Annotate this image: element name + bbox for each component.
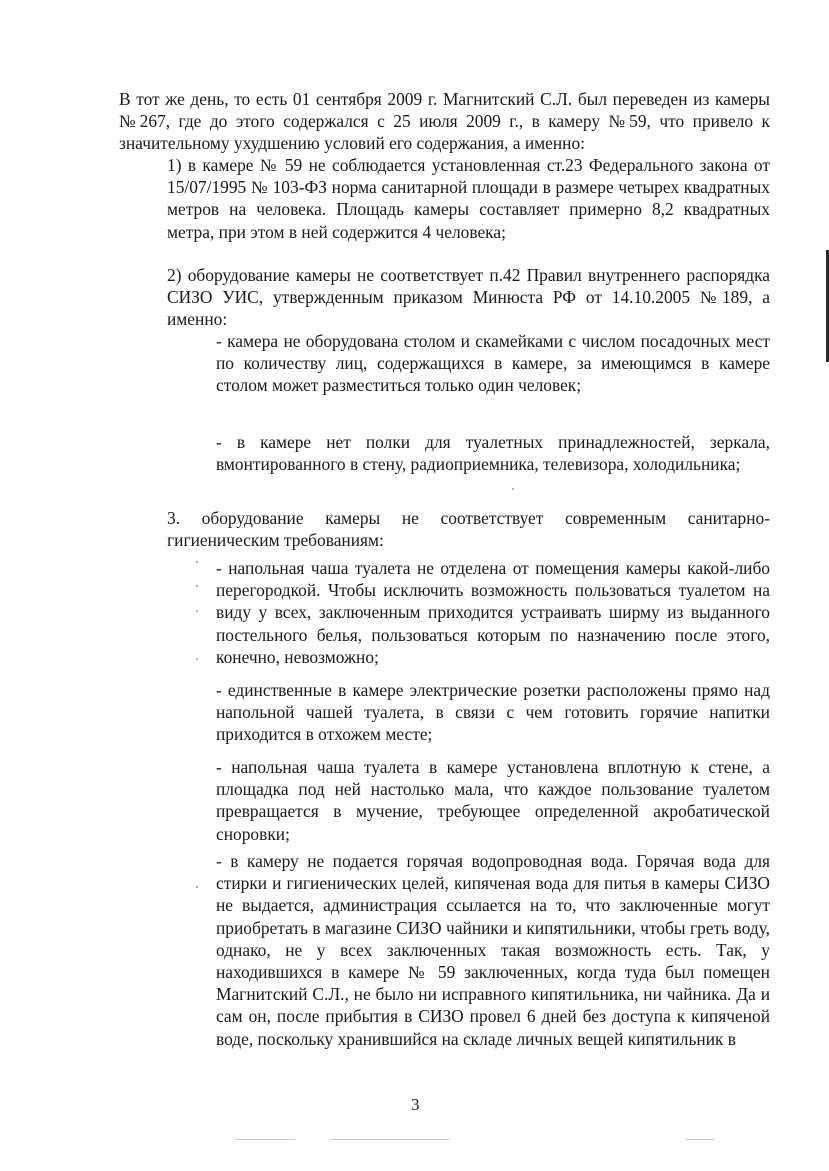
item-2-bullet-2: - в камере нет полки для туалетных принадлежностей, зеркала, вмонтированного в стену, радиоприемника, телевизора, холодильника;	[216, 432, 770, 475]
item-3-bullet-3: - напольная чаша туалета в камере установлена вплотную к стене, а площадка под ней настолько мала, что каждое пользование туалетом превращается в мучение, требующее определенной акробатической сноровки;	[216, 757, 770, 844]
item-3-bullet-4: - в камеру не подается горячая водопроводная вода. Горячая вода для стирки и гигиенических целей, кипяченая вода для питья в камеры СИЗО не выдается, администрация ссылается на то, что заключенные могут приобретать в магазине СИЗО чайники и кипятильники, чтобы греть воду, однако, не у всех заключенных такая возможность есть. Так, у находившихся в камере № 59 заключенных, когда туда был помещен Магнитский С.Л., не было ни исправного кипятильника, ни чайника. Да и сам он, после прибытия в СИЗО провел 6 дней без доступа к кипяченой воде, поскольку хранившийся на складе личных вещей кипятильник в	[216, 851, 770, 1049]
item-1-paragraph: 1) в камере № 59 не соблюдается установленная ст.23 Федерального закона от 15/07/1995 № 103-ФЗ норма санитарной площади в размере четырех квадратных метров на человека. Площадь камеры составляет примерно 8,2 квадратных метра, при этом в ней содержится 4 человека;	[167, 155, 770, 242]
item-3-bullet-1: - напольная чаша туалета не отделена от помещения камеры какой-либо перегородкой. Чтобы исключить возможность пользоваться туалетом на виду у всех, заключенным приходится устраивать ширму из выданного постельного белья, пользоваться которым по назначению после этого, конечно, невозможно;	[216, 558, 770, 667]
scan-speck	[196, 585, 198, 587]
item-3-paragraph: 3. оборудование камеры не соответствует современным санитарно-гигиеническим требованиям:	[167, 508, 770, 551]
page-number: 3	[411, 1095, 420, 1114]
intro-paragraph: В тот же день, то есть 01 сентября 2009 г. Магнитский С.Л. был переведен из камеры №267, где до этого содержался с 25 июля 2009 г., в камеру №59, что привело к значительному ухудшению условий его содержания, а именно:	[119, 89, 770, 154]
item-3-bullet-2: - единственные в камере электрические розетки расположены прямо над напольной чашей туалета, в связи с чем готовить горячие напитки приходится в отхожем месте;	[216, 680, 770, 745]
scan-speck	[196, 658, 198, 660]
scan-speck	[196, 561, 198, 563]
scan-artifact	[685, 1139, 715, 1140]
scan-speck	[196, 886, 198, 888]
scan-artifact	[235, 1139, 295, 1140]
item-2-bullet-1: - камера не оборудована столом и скамейками с числом посадочных мест по количеству лиц, содержащихся в камере, за имеющимся в камере столом может разместиться только один человек;	[216, 331, 770, 396]
scan-speck	[512, 488, 514, 490]
scan-artifact	[330, 1139, 450, 1140]
scan-speck	[196, 610, 198, 612]
item-2-paragraph: 2) оборудование камеры не соответствует п.42 Правил внутреннего распорядка СИЗО УИС, утвержденным приказом Минюста РФ от 14.10.2005 №189, а именно:	[167, 265, 770, 330]
